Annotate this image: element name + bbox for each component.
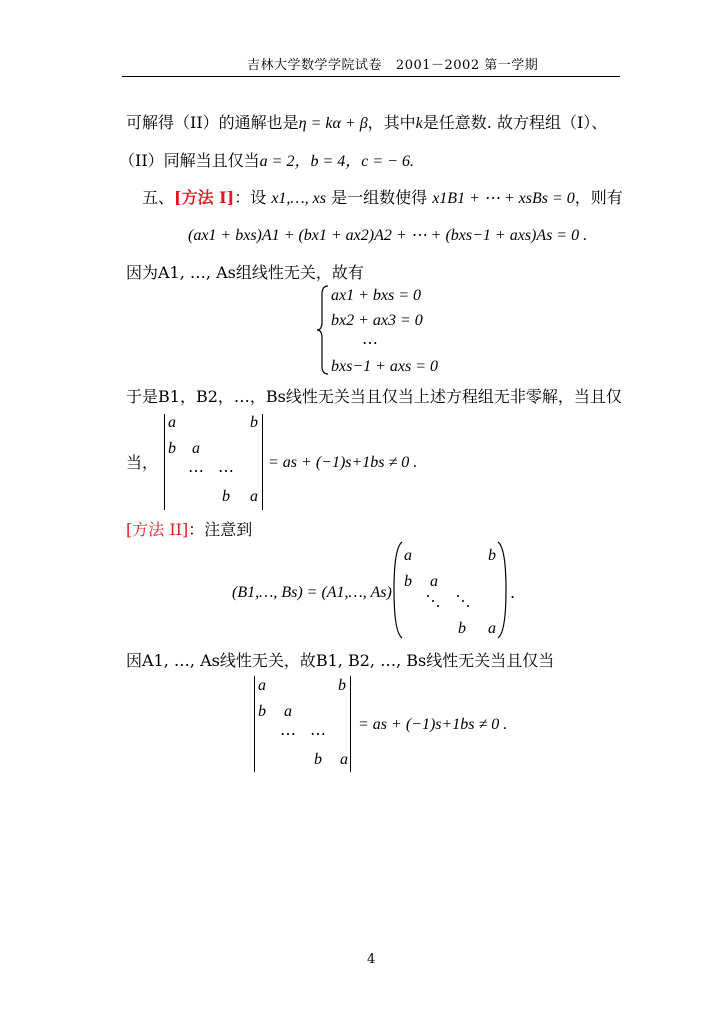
para1-text-c: 是任意数. 故方程组（I）、 [422, 113, 608, 132]
para1-line1 [126, 113, 607, 134]
eta-rhs: = kα + β [306, 115, 368, 132]
mat-b-3: b [458, 620, 466, 637]
mat-b-1: b [488, 547, 496, 564]
matrix-right-paren [496, 540, 508, 640]
det1-right-bar [262, 414, 263, 510]
para1-text-b: ，其中 [367, 113, 416, 132]
det2-right-bar [350, 676, 351, 772]
section-number: 五、 [142, 188, 175, 207]
intro-text2: 是一组数使得 [331, 188, 428, 207]
final-line: 因A1, …, As线性无关，故B1, B2, …, Bs线性无关当且仅当 [126, 651, 555, 670]
para1-text-d: （II）同解当且仅当 [119, 151, 260, 170]
header-school: 吉林大学数学学院试卷 [247, 58, 383, 73]
det2-dots-1: ⋯ [280, 726, 296, 743]
system-brace [316, 284, 330, 376]
matrix-left-paren [392, 540, 404, 640]
header-title [247, 54, 538, 73]
method2-label: [方法 II] [126, 520, 189, 539]
when-label: 当， [126, 453, 159, 472]
det2-b-3: b [314, 751, 322, 768]
solution-values: a = 2，b = 4，c = − 6. [259, 153, 414, 170]
page-number: 4 [367, 952, 376, 967]
mat-ddots-2 [456, 594, 470, 608]
det1-a-1: a [168, 414, 176, 431]
intro-text: ：设 [234, 188, 267, 207]
det1-dots-2: ⋯ [218, 463, 234, 480]
mat-ddots-1 [426, 594, 440, 608]
vars-text: x1,…, xs [271, 190, 326, 207]
eta-symbol: η [298, 115, 307, 132]
system-eq-2: bx2 + ax3 = 0 [331, 312, 423, 329]
then-text: ，则有 [574, 188, 623, 207]
det1-left-bar [164, 414, 165, 510]
det2-left-bar [254, 676, 255, 772]
sum-text: x1B1 + ⋯ + xsBs = 0 [432, 190, 575, 207]
vars-expression [271, 190, 326, 207]
mat-b-2: b [404, 573, 412, 590]
method1-label: [方法 I] [174, 188, 235, 207]
det2-b-1: b [338, 677, 346, 694]
therefore-line: 于是B1，B2，…，Bs线性无关当且仅当上述方程组无非零解，当且仅 [126, 387, 622, 406]
det2-rhs: = as + (−1)s+1bs ≠ 0 . [358, 716, 508, 733]
header-term: 2001－2002 第一学期 [395, 58, 539, 73]
mat-a-3: a [488, 620, 496, 637]
section5-line [142, 188, 623, 209]
det2-b-2: b [258, 703, 266, 720]
mat-a-2: a [430, 573, 438, 590]
det1-b-2: b [168, 440, 176, 457]
system-eq-3: ⋯ [362, 335, 378, 352]
system-eq-4: bxs−1 + axs = 0 [331, 358, 439, 375]
sum-expression [432, 190, 575, 207]
para1-text-a: 可解得（II）的通解也是 [126, 113, 299, 132]
method2-line [126, 520, 252, 540]
det1-b-1: b [250, 414, 258, 431]
det2-a-2: a [284, 703, 292, 720]
det2-dots-2: ⋯ [310, 726, 326, 743]
eta-expression [299, 115, 368, 132]
matrix-eq-lhs: (B1,…, Bs) = (A1,…, As) [232, 584, 392, 601]
para1-line2 [119, 151, 414, 172]
header-rule [122, 76, 620, 77]
det1-b-3: b [222, 488, 230, 505]
det2-a-1: a [258, 677, 266, 694]
det2-a-3: a [340, 751, 348, 768]
system-eq-1: ax1 + bxs = 0 [331, 287, 422, 304]
det1-dots-1: ⋯ [188, 463, 204, 480]
det1-a-2: a [192, 440, 200, 457]
mat-a-1: a [404, 547, 412, 564]
matrix-eq-period: . [510, 583, 516, 602]
det1-a-3: a [250, 488, 258, 505]
det1-rhs: = as + (−1)s+1bs ≠ 0 . [268, 454, 418, 471]
because-line: 因为A1, …, As组线性无关，故有 [126, 263, 364, 282]
k-symbol: k [415, 115, 423, 132]
method2-note: ：注意到 [188, 520, 253, 539]
combo-equation: (ax1 + bxs)A1 + (bx1 + ax2)A2 + ⋯ + (bxs−1 + axs)As = 0 . [188, 227, 588, 244]
